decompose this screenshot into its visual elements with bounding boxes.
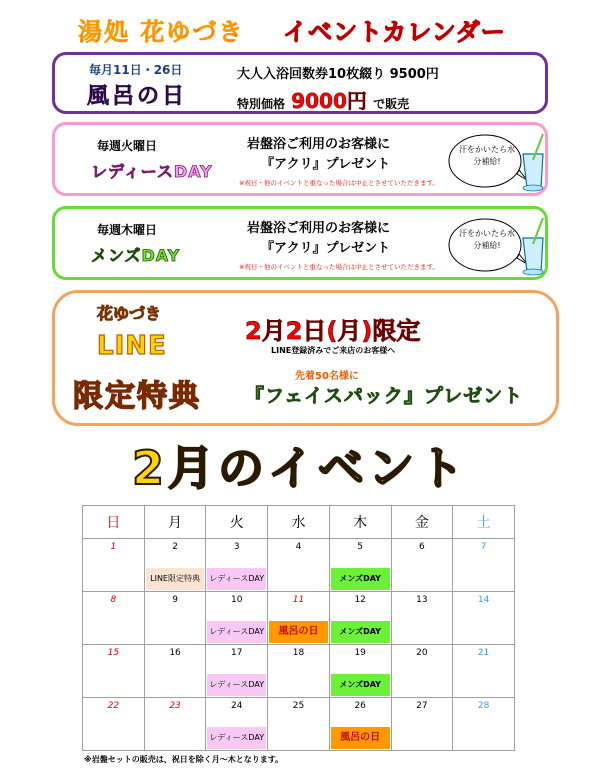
calendar-day-cell <box>83 645 145 698</box>
calendar-week-row <box>83 645 515 698</box>
mens-day-name: メンズDAY <box>91 246 181 265</box>
calendar-event-tag: メンズDAY <box>331 621 390 643</box>
calendar-day-cell <box>144 698 206 751</box>
furo-price-suffix: で販売 <box>373 97 410 111</box>
weekday-header-row <box>83 506 515 539</box>
calendar-day-number: 4 <box>295 542 302 552</box>
calendar-day-cell <box>268 645 330 698</box>
ladies-promo-line1: 岩盤浴ご利用のお客様に <box>247 137 391 152</box>
weekday-header: 月 <box>144 506 206 539</box>
calendar-event-tag: メンズDAY <box>331 674 390 696</box>
calendar-day-cell <box>329 539 391 592</box>
mens-promo-line2: 『アクリ』プレゼント <box>261 241 391 256</box>
calendar-day-cell <box>391 539 453 592</box>
ladies-day-box <box>52 122 548 196</box>
calendar-event-tag: LINE限定特典 <box>146 568 205 590</box>
weekday-header: 金 <box>391 506 453 539</box>
calendar-day-number: 2 <box>172 542 178 552</box>
furo-ticket-text: 大人入浴回数券10枚綴り 9500円 <box>237 67 439 82</box>
mens-bubble-text: 汗をかいたら水分補給! <box>459 229 515 250</box>
line-limited-date: 2月2日(月)限定 <box>245 317 421 345</box>
calendar-day-cell <box>268 592 330 645</box>
shop-name: 湯処 花ゆづき <box>78 18 245 46</box>
furo-day-name: 風呂の日 <box>87 84 188 109</box>
weekday-header: 木 <box>329 506 391 539</box>
calendar-day-cell <box>206 698 268 751</box>
calendar-day-number: 18 <box>292 648 305 658</box>
line-shop-name: 花ゆづき <box>97 304 162 323</box>
event-calendar <box>82 505 515 751</box>
calendar-event-tag: レディースDAY <box>207 568 266 590</box>
weekday-header: 水 <box>268 506 330 539</box>
calendar-day-cell <box>83 698 145 751</box>
footer-note: ※岩盤セットの販売は、祝日を除く月～木となります。 <box>84 755 284 764</box>
calendar-day-number: 27 <box>416 701 428 711</box>
furo-price-prefix: 特別価格 <box>237 97 286 111</box>
calendar-day-number: 14 <box>477 595 490 605</box>
line-limited-benefit: 限定特典 <box>73 379 201 414</box>
furo-special-price: 9000円 <box>291 89 367 113</box>
calendar-day-number: 15 <box>107 648 120 658</box>
mens-day-box <box>52 206 548 280</box>
calendar-day-number: 7 <box>480 542 487 552</box>
line-label: LINE <box>97 331 167 361</box>
calendar-day-cell <box>206 592 268 645</box>
furo-day-box <box>52 52 548 114</box>
calendar-day-cell <box>268 539 330 592</box>
calendar-day-number: 21 <box>477 648 490 658</box>
calendar-title: 2月のイベント <box>131 441 468 495</box>
calendar-day-number: 23 <box>169 701 181 711</box>
mens-day-weekday: 毎週木曜日 <box>97 223 158 237</box>
ladies-day-name: レディースDAY <box>91 162 213 181</box>
calendar-day-cell <box>206 645 268 698</box>
calendar-event-tag: レディースDAY <box>207 727 266 749</box>
calendar-day-number: 5 <box>357 542 364 552</box>
furo-day-date: 毎月11日・26日 <box>89 63 183 77</box>
calendar-week-row <box>83 539 515 592</box>
ladies-note: ※祝日・他のイベントと重なった場合は中止とさせていただきます。 <box>239 179 439 187</box>
calendar-day-cell <box>391 645 453 698</box>
page-header <box>0 10 600 46</box>
calendar-day-cell <box>206 539 268 592</box>
line-limited-present: 『フェイスパック』プレゼント <box>245 385 524 407</box>
calendar-day-number: 19 <box>354 648 366 658</box>
line-limited-sub: LINE登録済みでご来店のお客様へ <box>271 346 396 355</box>
calendar-event-tag: メンズDAY <box>331 568 390 590</box>
ladies-promo-line2: 『アクリ』プレゼント <box>261 157 391 172</box>
mens-promo-line1: 岩盤浴ご利用のお客様に <box>247 221 391 236</box>
mens-note: ※祝日・他のイベントと重なった場合は中止とさせていただきます。 <box>239 263 439 271</box>
calendar-day-number: 16 <box>169 648 181 658</box>
calendar-day-cell <box>144 645 206 698</box>
calendar-day-cell <box>268 698 330 751</box>
calendar-day-number: 20 <box>416 648 428 658</box>
calendar-day-cell <box>453 592 515 645</box>
calendar-day-number: 25 <box>292 701 305 711</box>
calendar-day-number: 26 <box>354 701 366 711</box>
ladies-bubble <box>447 130 545 192</box>
calendar-day-number: 10 <box>231 595 243 605</box>
calendar-day-cell <box>83 592 145 645</box>
calendar-day-cell <box>329 645 391 698</box>
page-title: イベントカレンダー <box>283 18 506 46</box>
furo-price-line <box>237 85 409 114</box>
calendar-day-number: 22 <box>107 701 120 711</box>
calendar-day-number: 3 <box>233 542 240 552</box>
weekday-header: 日 <box>83 506 145 539</box>
calendar-event-tag: レディースDAY <box>207 674 266 696</box>
calendar-day-cell <box>329 698 391 751</box>
calendar-day-number: 12 <box>354 595 366 605</box>
calendar-day-number: 9 <box>172 595 178 605</box>
calendar-day-cell <box>83 539 145 592</box>
weekday-header: 火 <box>206 506 268 539</box>
line-limited-first: 先着50名様に <box>295 371 359 382</box>
calendar-day-cell <box>453 698 515 751</box>
calendar-event-tag: 風呂の日 <box>331 727 390 749</box>
calendar-week-row <box>83 592 515 645</box>
calendar-day-number: 8 <box>110 595 117 605</box>
calendar-event-tag: レディースDAY <box>207 621 266 643</box>
line-limited-box <box>52 290 559 426</box>
calendar-day-number: 13 <box>416 595 428 605</box>
calendar-day-cell <box>391 698 453 751</box>
calendar-day-cell <box>144 592 206 645</box>
mens-bubble <box>447 214 545 276</box>
calendar-day-number: 6 <box>419 542 425 552</box>
calendar-day-cell <box>453 645 515 698</box>
calendar-week-row <box>83 698 515 751</box>
calendar-day-cell <box>391 592 453 645</box>
calendar-day-number: 24 <box>231 701 243 711</box>
weekday-header: 土 <box>453 506 515 539</box>
calendar-day-number: 11 <box>292 595 305 605</box>
calendar-day-cell <box>329 592 391 645</box>
calendar-day-cell <box>144 539 206 592</box>
ladies-bubble-text: 汗をかいたら水分補給! <box>459 145 515 166</box>
calendar-day-number: 1 <box>110 542 117 552</box>
calendar-day-cell <box>453 539 515 592</box>
calendar-event-tag: 風呂の日 <box>269 621 328 643</box>
ladies-day-weekday: 毎週火曜日 <box>97 139 158 153</box>
calendar-day-number: 28 <box>477 701 490 711</box>
calendar-day-number: 17 <box>231 648 243 658</box>
calendar-body <box>83 539 515 751</box>
